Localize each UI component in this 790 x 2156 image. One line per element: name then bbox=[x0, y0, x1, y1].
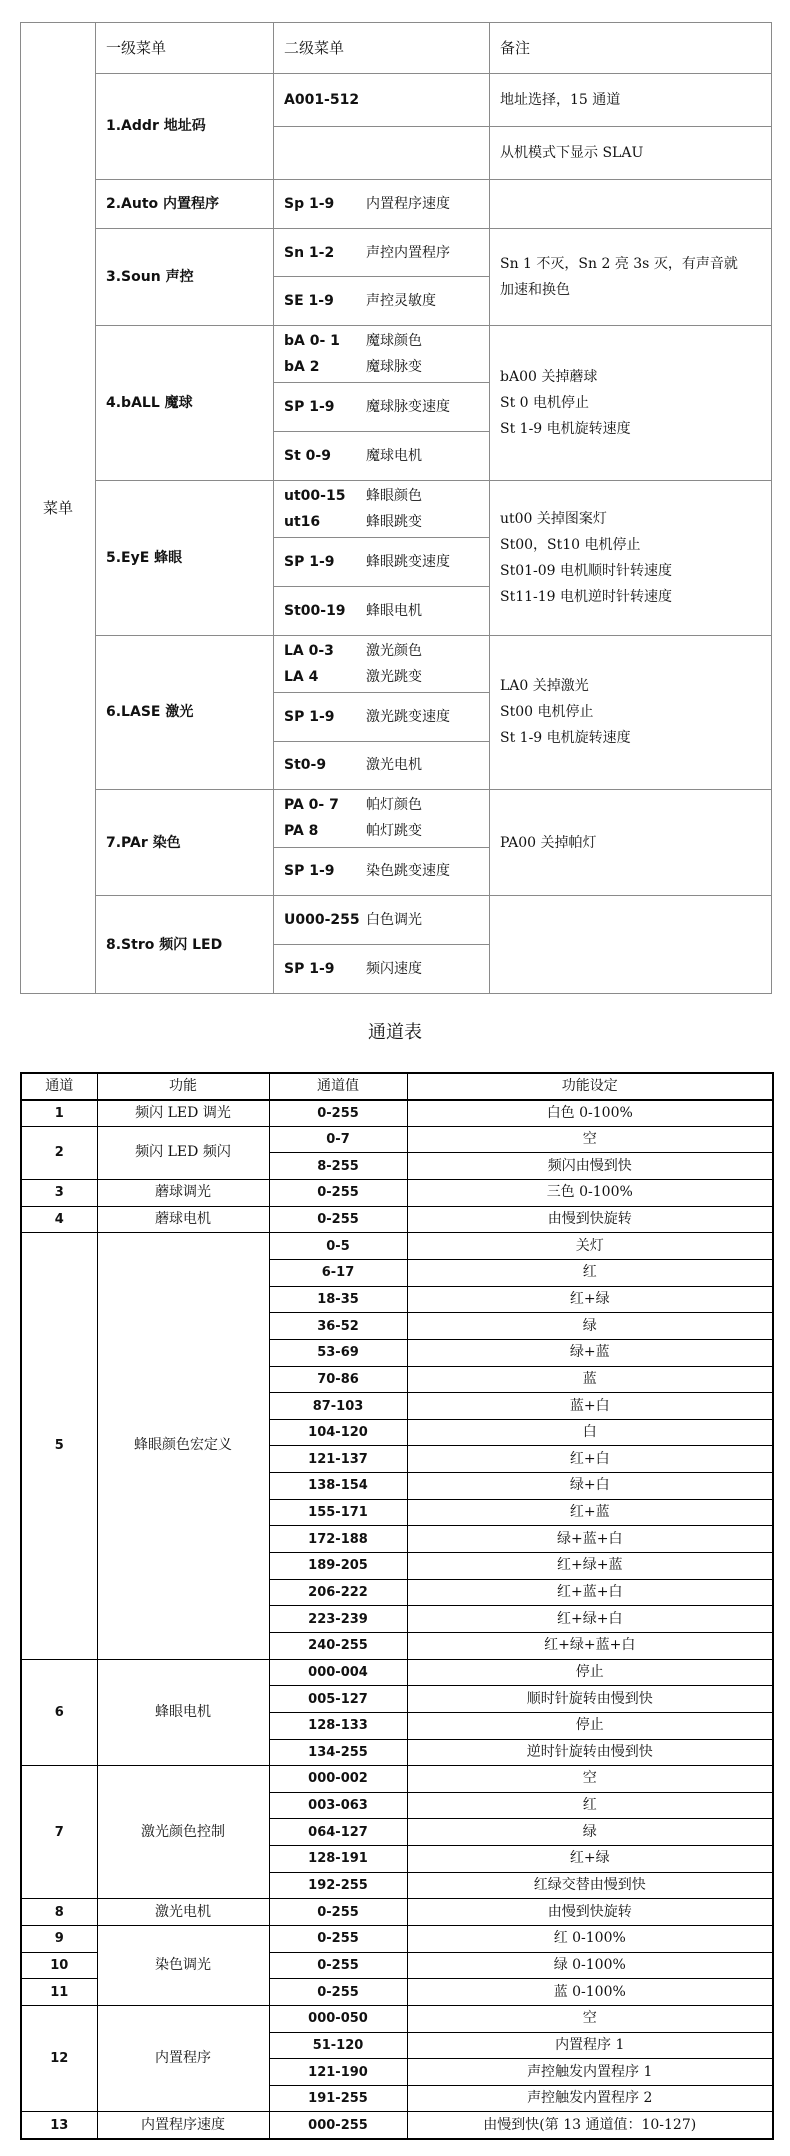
menu-level2-desc: 激光跳变 bbox=[366, 668, 422, 685]
channel-value-range: 70-86 bbox=[269, 1366, 407, 1393]
channel-function-setting: 红+绿 bbox=[407, 1286, 773, 1313]
menu-level2-desc: 频闪速度 bbox=[366, 961, 422, 978]
menu-level2-code: SP 1-9 bbox=[284, 961, 335, 978]
channel-function-setting: 白 bbox=[407, 1419, 773, 1446]
menu-level2-desc: 声控内置程序 bbox=[366, 244, 450, 261]
menu-level2-desc: 激光跳变速度 bbox=[366, 708, 450, 725]
menu-note bbox=[490, 480, 772, 635]
menu-level2-code: PA 0- 7 bbox=[284, 797, 339, 814]
channel-number: 9 bbox=[21, 1926, 97, 1953]
channel-value-range: 240-255 bbox=[269, 1632, 407, 1659]
channel-value-range: 0-255 bbox=[269, 1899, 407, 1926]
menu-level2-item bbox=[274, 790, 490, 847]
channel-row bbox=[21, 1926, 773, 1953]
menu-level2-item bbox=[274, 538, 490, 587]
channel-value-range: 138-154 bbox=[269, 1473, 407, 1500]
menu-note-line: PA00 关掉帕灯 bbox=[500, 834, 597, 851]
menu-level2-desc: 内置程序速度 bbox=[366, 195, 450, 212]
channel-value-range: 0-255 bbox=[269, 1180, 407, 1207]
channel-function-setting: 红绿交替由慢到快 bbox=[407, 1872, 773, 1899]
menu-level2-item bbox=[274, 945, 490, 994]
menu-level2-line bbox=[284, 549, 483, 575]
channel-function-setting: 关灯 bbox=[407, 1233, 773, 1260]
menu-level2-desc: 蜂眼颜色 bbox=[366, 487, 422, 504]
menu-level2-desc: 魔球颜色 bbox=[366, 333, 422, 350]
menu-level1-item: 7.PAr 染色 bbox=[96, 790, 274, 896]
channel-function-setting: 绿+蓝+白 bbox=[407, 1526, 773, 1553]
channel-row bbox=[21, 1899, 773, 1926]
channel-value-range: 104-120 bbox=[269, 1419, 407, 1446]
menu-level2-item bbox=[274, 847, 490, 896]
menu-note-line: ut00 关掉图案灯 bbox=[500, 510, 607, 527]
channel-function-setting: 红+白 bbox=[407, 1446, 773, 1473]
menu-level2-item bbox=[274, 480, 490, 537]
channel-value-range: 223-239 bbox=[269, 1606, 407, 1633]
menu-level2-code: U000-255 bbox=[284, 912, 360, 929]
menu-level2-line bbox=[284, 483, 483, 509]
channel-value-range: 0-255 bbox=[269, 1206, 407, 1233]
channel-value-range: 0-255 bbox=[269, 1100, 407, 1127]
channel-number: 1 bbox=[21, 1100, 97, 1127]
channel-number: 5 bbox=[21, 1233, 97, 1659]
channel-value-range: 0-255 bbox=[269, 1926, 407, 1953]
menu-note-line: St00，St10 电机停止 bbox=[500, 536, 641, 553]
channel-value-range: 128-191 bbox=[269, 1846, 407, 1873]
channel-function: 内置程序速度 bbox=[97, 2112, 269, 2139]
channel-value-range: 206-222 bbox=[269, 1579, 407, 1606]
menu-level2-code: Sn 1-2 bbox=[284, 244, 335, 261]
channel-number: 12 bbox=[21, 2005, 97, 2112]
menu-row bbox=[21, 635, 772, 692]
menu-header-level2: 二级菜单 bbox=[274, 23, 490, 74]
menu-table-body bbox=[21, 23, 772, 994]
channel-value-range: 000-255 bbox=[269, 2112, 407, 2139]
channel-function-setting: 蓝 bbox=[407, 1366, 773, 1393]
menu-level2-item bbox=[274, 277, 490, 326]
menu-table bbox=[20, 22, 772, 994]
channel-function-setting: 空 bbox=[407, 1126, 773, 1153]
menu-level2-desc: 染色跳变速度 bbox=[366, 863, 450, 880]
menu-level2-item bbox=[274, 326, 490, 383]
menu-note-line: St 1-9 电机旋转速度 bbox=[500, 420, 631, 437]
channel-number: 6 bbox=[21, 1659, 97, 1766]
menu-level2-line bbox=[284, 638, 483, 664]
channel-row bbox=[21, 1233, 773, 1260]
menu-level2-desc: 激光颜色 bbox=[366, 642, 422, 659]
channel-function: 染色调光 bbox=[97, 1926, 269, 2006]
menu-level2-line bbox=[284, 87, 483, 113]
channel-table-title: 通道表 bbox=[368, 1022, 422, 1043]
menu-note bbox=[490, 896, 772, 994]
menu-level2-line bbox=[284, 140, 483, 166]
channel-header-row bbox=[21, 1073, 773, 1100]
channel-row bbox=[21, 2005, 773, 2032]
menu-level1-item: 3.Soun 声控 bbox=[96, 228, 274, 326]
menu-note-line: St 0 电机停止 bbox=[500, 394, 590, 411]
menu-header-note: 备注 bbox=[490, 23, 772, 74]
menu-level2-code: ut00-15 bbox=[284, 487, 346, 504]
channel-function-setting: 空 bbox=[407, 1766, 773, 1793]
menu-level2-line bbox=[284, 240, 483, 266]
menu-row bbox=[21, 326, 772, 383]
channel-function-setting: 绿 bbox=[407, 1313, 773, 1340]
channel-number: 11 bbox=[21, 1979, 97, 2006]
channel-table bbox=[20, 1072, 774, 2140]
menu-level2-desc: 蜂眼跳变 bbox=[366, 513, 422, 530]
menu-level2-line bbox=[284, 394, 483, 420]
menu-level2-code: St00-19 bbox=[284, 602, 346, 619]
channel-function-setting: 红+绿+白 bbox=[407, 1606, 773, 1633]
menu-note bbox=[490, 126, 772, 179]
menu-note bbox=[490, 635, 772, 790]
menu-level2-desc: 激光电机 bbox=[366, 757, 422, 774]
menu-level2-desc: 帕灯跳变 bbox=[366, 823, 422, 840]
menu-level1-item: 1.Addr 地址码 bbox=[96, 73, 274, 179]
menu-level2-code: bA 0- 1 bbox=[284, 333, 340, 350]
channel-value-range: 0-255 bbox=[269, 1979, 407, 2006]
menu-level2-item bbox=[274, 586, 490, 635]
channel-function: 激光颜色控制 bbox=[97, 1766, 269, 1899]
menu-level2-code: A001-512 bbox=[284, 91, 360, 108]
menu-note-line: bA00 关掉蘑球 bbox=[500, 368, 598, 385]
channel-row bbox=[21, 1766, 773, 1793]
channel-function-setting: 红+蓝+白 bbox=[407, 1579, 773, 1606]
channel-number: 10 bbox=[21, 1952, 97, 1979]
menu-level1-item: 2.Auto 内置程序 bbox=[96, 179, 274, 228]
channel-value-range: 87-103 bbox=[269, 1393, 407, 1420]
channel-number: 7 bbox=[21, 1766, 97, 1899]
channel-function-setting: 红+蓝 bbox=[407, 1499, 773, 1526]
menu-level2-item bbox=[274, 741, 490, 790]
channel-row bbox=[21, 2112, 773, 2139]
channel-function-setting: 蓝 0-100% bbox=[407, 1979, 773, 2006]
channel-value-range: 121-190 bbox=[269, 2059, 407, 2086]
channel-value-range: 8-255 bbox=[269, 1153, 407, 1180]
channel-value-range: 0-255 bbox=[269, 1952, 407, 1979]
menu-note-line: Sn 1 不灭，Sn 2 亮 3s 灭，有声音就 bbox=[500, 255, 738, 272]
channel-function-setting: 逆时针旋转由慢到快 bbox=[407, 1739, 773, 1766]
menu-row bbox=[21, 790, 772, 847]
channel-function: 蜂眼电机 bbox=[97, 1659, 269, 1766]
channel-header-value: 通道值 bbox=[269, 1073, 407, 1100]
menu-level2-item bbox=[274, 228, 490, 277]
menu-level2-code: SP 1-9 bbox=[284, 399, 335, 416]
channel-function-setting: 绿 bbox=[407, 1819, 773, 1846]
menu-level2-line bbox=[284, 191, 483, 217]
menu-level2-desc: 蜂眼跳变速度 bbox=[366, 553, 450, 570]
channel-number: 2 bbox=[21, 1126, 97, 1179]
channel-value-range: 192-255 bbox=[269, 1872, 407, 1899]
channel-header-channel: 通道 bbox=[21, 1073, 97, 1100]
channel-value-range: 003-063 bbox=[269, 1792, 407, 1819]
channel-value-range: 134-255 bbox=[269, 1739, 407, 1766]
channel-value-range: 0-7 bbox=[269, 1126, 407, 1153]
menu-level1-item: 5.EyE 蜂眼 bbox=[96, 480, 274, 635]
menu-level2-code: SP 1-9 bbox=[284, 708, 335, 725]
channel-function-setting: 顺时针旋转由慢到快 bbox=[407, 1686, 773, 1713]
channel-function-setting: 三色 0-100% bbox=[407, 1180, 773, 1207]
menu-note-line: St01-09 电机顺时针转速度 bbox=[500, 562, 673, 579]
menu-level2-code: SE 1-9 bbox=[284, 293, 334, 310]
channel-function: 频闪 LED 频闪 bbox=[97, 1126, 269, 1179]
channel-function: 激光电机 bbox=[97, 1899, 269, 1926]
menu-level2-line bbox=[284, 288, 483, 314]
menu-level2-code: SP 1-9 bbox=[284, 863, 335, 880]
menu-level2-item bbox=[274, 179, 490, 228]
menu-note-line: LA0 关掉激光 bbox=[500, 678, 589, 695]
menu-level2-line bbox=[284, 858, 483, 884]
menu-level2-desc: 白色调光 bbox=[366, 912, 422, 929]
menu-note-line: 地址选择，15 通道 bbox=[500, 91, 621, 108]
menu-level2-desc: 帕灯颜色 bbox=[366, 797, 422, 814]
menu-level2-desc: 蜂眼电机 bbox=[366, 602, 422, 619]
channel-value-range: 0-5 bbox=[269, 1233, 407, 1260]
menu-level1-item: 8.Stro 频闪 LED bbox=[96, 896, 274, 994]
channel-number: 3 bbox=[21, 1180, 97, 1207]
menu-level2-desc: 声控灵敏度 bbox=[366, 293, 436, 310]
menu-level2-desc: 魔球脉变 bbox=[366, 359, 422, 376]
menu-level2-item bbox=[274, 126, 490, 179]
channel-value-range: 121-137 bbox=[269, 1446, 407, 1473]
menu-level2-item bbox=[274, 383, 490, 432]
channel-value-range: 36-52 bbox=[269, 1313, 407, 1340]
menu-row bbox=[21, 228, 772, 277]
channel-function: 蜂眼颜色宏定义 bbox=[97, 1233, 269, 1659]
channel-function-setting: 蓝+白 bbox=[407, 1393, 773, 1420]
menu-header-row bbox=[21, 23, 772, 74]
menu-level2-item bbox=[274, 692, 490, 741]
channel-function-setting: 绿+蓝 bbox=[407, 1339, 773, 1366]
menu-row bbox=[21, 73, 772, 126]
channel-value-range: 51-120 bbox=[269, 2032, 407, 2059]
menu-note bbox=[490, 73, 772, 126]
channel-function: 内置程序 bbox=[97, 2005, 269, 2112]
menu-note-line: St00 电机停止 bbox=[500, 704, 594, 721]
channel-function-setting: 声控触发内置程序 1 bbox=[407, 2059, 773, 2086]
menu-level2-line bbox=[284, 704, 483, 730]
channel-value-range: 191-255 bbox=[269, 2085, 407, 2112]
channel-value-range: 6-17 bbox=[269, 1259, 407, 1286]
channel-value-range: 005-127 bbox=[269, 1686, 407, 1713]
menu-level2-desc: 魔球脉变速度 bbox=[366, 399, 450, 416]
channel-table-body bbox=[21, 1073, 773, 2139]
menu-note bbox=[490, 179, 772, 228]
menu-row bbox=[21, 179, 772, 228]
channel-function: 蘑球调光 bbox=[97, 1180, 269, 1207]
channel-row bbox=[21, 1180, 773, 1207]
channel-function: 蘑球电机 bbox=[97, 1206, 269, 1233]
channel-function-setting: 停止 bbox=[407, 1712, 773, 1739]
channel-value-range: 172-188 bbox=[269, 1526, 407, 1553]
menu-level2-line bbox=[284, 443, 483, 469]
menu-level2-code: LA 4 bbox=[284, 668, 319, 685]
menu-level1-item: 4.bALL 魔球 bbox=[96, 326, 274, 481]
menu-level1-item: 6.LASE 激光 bbox=[96, 635, 274, 790]
channel-function-setting: 由慢到快旋转 bbox=[407, 1899, 773, 1926]
menu-note-line: 从机模式下显示 SLAU bbox=[500, 144, 644, 161]
menu-level2-line bbox=[284, 328, 483, 354]
menu-level2-desc: 魔球电机 bbox=[366, 447, 422, 464]
channel-function-setting: 声控触发内置程序 2 bbox=[407, 2085, 773, 2112]
menu-level2-line bbox=[284, 354, 483, 380]
channel-value-range: 53-69 bbox=[269, 1339, 407, 1366]
channel-value-range: 189-205 bbox=[269, 1553, 407, 1580]
channel-row bbox=[21, 1100, 773, 1127]
menu-row bbox=[21, 480, 772, 537]
channel-number: 4 bbox=[21, 1206, 97, 1233]
channel-function-setting: 红+绿+蓝 bbox=[407, 1553, 773, 1580]
channel-header-function: 功能 bbox=[97, 1073, 269, 1100]
menu-level2-code: St 0-9 bbox=[284, 447, 331, 464]
channel-function-setting: 绿 0-100% bbox=[407, 1952, 773, 1979]
menu-level2-line bbox=[284, 598, 483, 624]
channel-function-setting: 红 bbox=[407, 1792, 773, 1819]
channel-function-setting: 停止 bbox=[407, 1659, 773, 1686]
channel-function-setting: 红+绿 bbox=[407, 1846, 773, 1873]
channel-value-range: 000-050 bbox=[269, 2005, 407, 2032]
channel-value-range: 155-171 bbox=[269, 1499, 407, 1526]
menu-row bbox=[21, 896, 772, 945]
menu-note bbox=[490, 228, 772, 326]
channel-row bbox=[21, 1659, 773, 1686]
channel-function-setting: 红 0-100% bbox=[407, 1926, 773, 1953]
channel-value-range: 18-35 bbox=[269, 1286, 407, 1313]
channel-value-range: 128-133 bbox=[269, 1712, 407, 1739]
channel-header-setting: 功能设定 bbox=[407, 1073, 773, 1100]
menu-header-level1: 一级菜单 bbox=[96, 23, 274, 74]
menu-level2-item bbox=[274, 896, 490, 945]
menu-note-line: St11-19 电机逆时针转速度 bbox=[500, 588, 673, 605]
menu-level2-code: bA 2 bbox=[284, 359, 320, 376]
channel-number: 8 bbox=[21, 1899, 97, 1926]
menu-level2-line bbox=[284, 956, 483, 982]
channel-value-range: 064-127 bbox=[269, 1819, 407, 1846]
menu-level2-code: PA 8 bbox=[284, 823, 319, 840]
menu-level2-line bbox=[284, 509, 483, 535]
channel-function-setting: 内置程序 1 bbox=[407, 2032, 773, 2059]
channel-function-setting: 红 bbox=[407, 1259, 773, 1286]
channel-function-setting: 绿+白 bbox=[407, 1473, 773, 1500]
channel-function-setting: 白色 0-100% bbox=[407, 1100, 773, 1127]
channel-row bbox=[21, 1126, 773, 1153]
menu-level2-line bbox=[284, 792, 483, 818]
menu-level2-code: St0-9 bbox=[284, 757, 327, 774]
menu-note-line: 加速和换色 bbox=[500, 281, 570, 298]
menu-level2-code: SP 1-9 bbox=[284, 553, 335, 570]
channel-function: 频闪 LED 调光 bbox=[97, 1100, 269, 1127]
menu-level2-line bbox=[284, 907, 483, 933]
channel-value-range: 000-004 bbox=[269, 1659, 407, 1686]
menu-level2-item bbox=[274, 635, 490, 692]
menu-note-line: St 1-9 电机旋转速度 bbox=[500, 730, 631, 747]
menu-level2-line bbox=[284, 818, 483, 844]
channel-function-setting: 红+绿+蓝+白 bbox=[407, 1632, 773, 1659]
menu-level2-line bbox=[284, 664, 483, 690]
menu-level2-code: Sp 1-9 bbox=[284, 195, 335, 212]
menu-side-label: 菜单 bbox=[21, 23, 96, 994]
channel-function-setting: 由慢到快(第 13 通道值：10-127) bbox=[407, 2112, 773, 2139]
menu-level2-code: ut16 bbox=[284, 513, 321, 530]
channel-function-setting: 由慢到快旋转 bbox=[407, 1206, 773, 1233]
channel-row bbox=[21, 1206, 773, 1233]
menu-note bbox=[490, 790, 772, 896]
menu-level2-code: LA 0-3 bbox=[284, 642, 334, 659]
channel-number: 13 bbox=[21, 2112, 97, 2139]
channel-value-range: 000-002 bbox=[269, 1766, 407, 1793]
menu-level2-item bbox=[274, 73, 490, 126]
menu-level2-line bbox=[284, 752, 483, 778]
menu-note bbox=[490, 326, 772, 481]
channel-function-setting: 频闪由慢到快 bbox=[407, 1153, 773, 1180]
menu-level2-item bbox=[274, 432, 490, 481]
channel-function-setting: 空 bbox=[407, 2005, 773, 2032]
